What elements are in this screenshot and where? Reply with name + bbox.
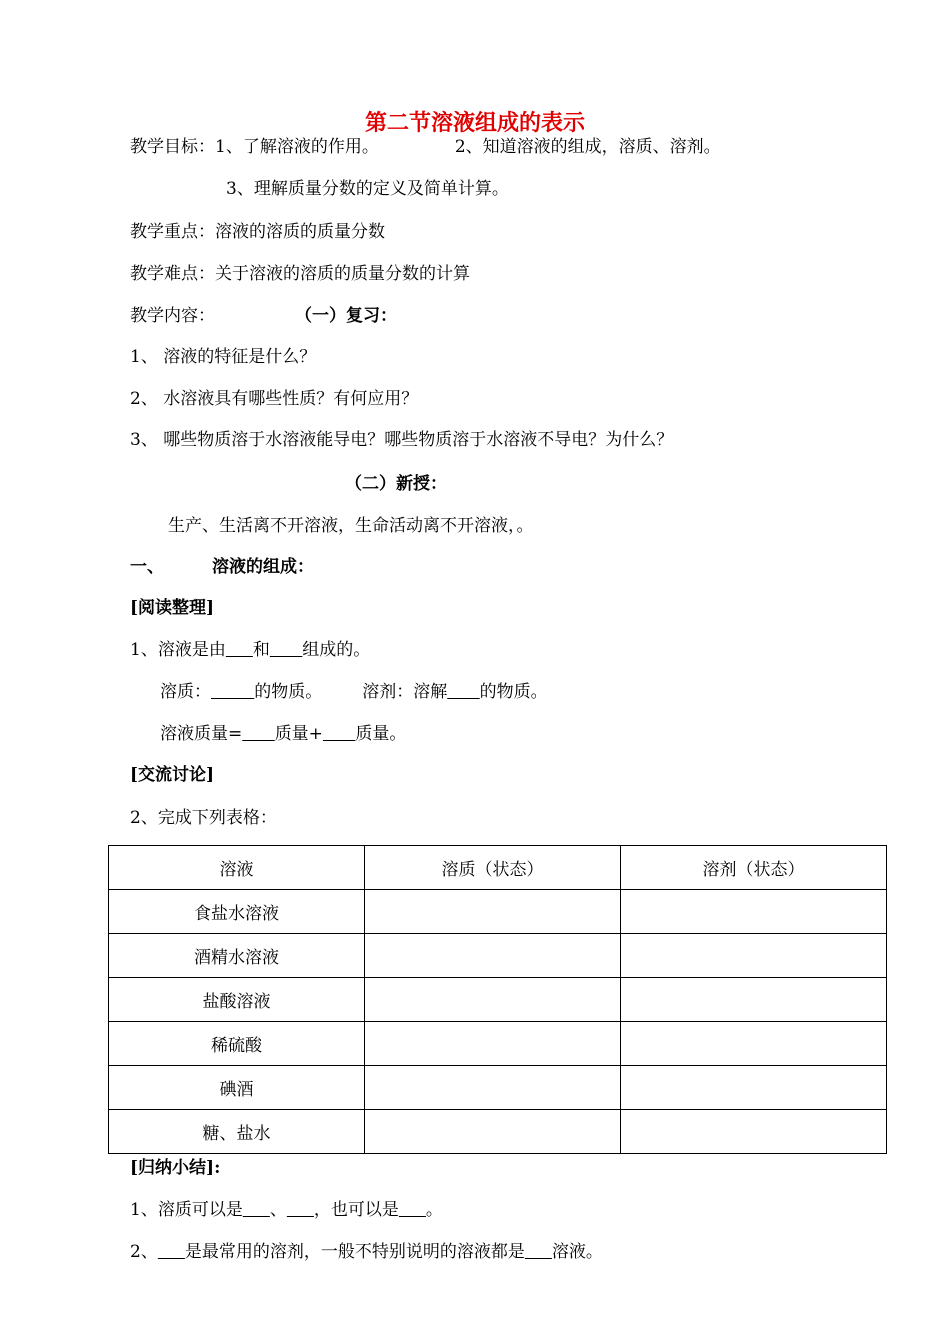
row-solution: 稀硫酸 bbox=[109, 1022, 365, 1066]
new-lesson-heading: （二）新授： bbox=[345, 474, 447, 494]
sum1-text-a: 1、溶质可以是 bbox=[130, 1200, 243, 1220]
fill1-text-b: 和 bbox=[252, 640, 270, 660]
table-row bbox=[109, 890, 887, 934]
solvent-cell[interactable] bbox=[621, 890, 887, 934]
review-heading: （一）复习： bbox=[295, 306, 397, 326]
solution-table bbox=[108, 845, 887, 1154]
solute-cell[interactable] bbox=[365, 890, 621, 934]
key-point: 教学重点：溶液的溶质的质量分数 bbox=[130, 222, 385, 242]
row-solution: 酒精水溶液 bbox=[109, 934, 365, 978]
goals-label: 教学目标： bbox=[130, 137, 215, 157]
goal-2: 2、知道溶液的组成，溶质、溶剂。 bbox=[454, 137, 721, 157]
table-intro: 2、完成下列表格： bbox=[130, 808, 277, 828]
row-solution: 食盐水溶液 bbox=[109, 890, 365, 934]
review-question-3: 3、 哪些物质溶于水溶液能导电？哪些物质溶于水溶液不导电？为什么？ bbox=[130, 430, 674, 450]
solute-cell[interactable] bbox=[365, 1066, 621, 1110]
section-1-heading bbox=[130, 556, 314, 578]
sum1-text-b: 、 bbox=[269, 1200, 287, 1220]
blank bbox=[158, 1242, 185, 1262]
sum2-text-b: 是最常用的溶剂，一般不特别说明的溶液都是 bbox=[184, 1242, 525, 1262]
discussion-tag: [交流讨论] bbox=[130, 765, 215, 785]
blank bbox=[287, 1200, 314, 1220]
content-label: 教学内容： bbox=[130, 306, 215, 326]
fill2-text-b: 的物质。 bbox=[254, 682, 323, 702]
header-solution: 溶液 bbox=[109, 846, 365, 890]
table-row bbox=[109, 1110, 887, 1154]
blank bbox=[399, 1200, 426, 1220]
section-1-num: 一、 bbox=[130, 557, 164, 577]
fill2-text-a: 溶质： bbox=[160, 682, 211, 702]
summary-line-1 bbox=[130, 1199, 443, 1221]
page-title: 第二节溶液组成的表示 bbox=[364, 110, 585, 136]
solute-cell[interactable] bbox=[365, 934, 621, 978]
solute-cell[interactable] bbox=[365, 978, 621, 1022]
difficulty: 教学难点：关于溶液的溶质的质量分数的计算 bbox=[130, 264, 470, 284]
fill3-text-b: 质量+ bbox=[274, 724, 323, 744]
intro-text: 生产、生活离不开溶液，生命活动离不开溶液，。 bbox=[168, 516, 534, 536]
sum2-text-c: 溶液。 bbox=[551, 1242, 603, 1262]
table-row bbox=[109, 1022, 887, 1066]
header-solvent: 溶剂（状态） bbox=[621, 846, 887, 890]
solute-cell[interactable] bbox=[365, 1022, 621, 1066]
blank bbox=[242, 724, 274, 744]
blank bbox=[226, 640, 253, 660]
teaching-goals-line-1 bbox=[130, 136, 721, 158]
sum1-text-c: ，也可以是 bbox=[313, 1200, 399, 1220]
row-solution: 糖、盐水 bbox=[109, 1110, 365, 1154]
fill2-text-c: 溶剂：溶解 bbox=[362, 682, 448, 702]
fill2-text-d: 的物质。 bbox=[479, 682, 548, 702]
review-question-1: 1、 溶液的特征是什么？ bbox=[130, 347, 317, 367]
section-1-title: 溶液的组成： bbox=[212, 557, 314, 577]
content-line bbox=[130, 305, 397, 327]
header-solute: 溶质（状态） bbox=[365, 846, 621, 890]
table-header-row bbox=[109, 846, 887, 890]
fill-line-3 bbox=[160, 723, 406, 745]
sum1-text-d: 。 bbox=[425, 1200, 443, 1220]
fill3-text-c: 质量。 bbox=[355, 724, 407, 744]
solvent-cell[interactable] bbox=[621, 1110, 887, 1154]
fill-line-2 bbox=[160, 681, 548, 703]
summary-line-2 bbox=[130, 1241, 603, 1263]
sum2-text-a: 2、 bbox=[130, 1242, 158, 1262]
solvent-cell[interactable] bbox=[621, 978, 887, 1022]
fill1-text-a: 1、溶液是由 bbox=[130, 640, 226, 660]
fill3-text-a: 溶液质量= bbox=[160, 724, 243, 744]
blank bbox=[270, 640, 302, 660]
solute-cell[interactable] bbox=[365, 1110, 621, 1154]
blank bbox=[525, 1242, 552, 1262]
blank bbox=[211, 682, 254, 702]
goal-1: 1、了解溶液的作用。 bbox=[215, 137, 379, 157]
table-row bbox=[109, 934, 887, 978]
table-row bbox=[109, 978, 887, 1022]
table-row bbox=[109, 1066, 887, 1110]
fill-line-1 bbox=[130, 639, 370, 661]
reading-tag: [阅读整理] bbox=[130, 598, 215, 618]
review-question-2: 2、 水溶液具有哪些性质？有何应用？ bbox=[130, 389, 419, 409]
row-solution: 碘酒 bbox=[109, 1066, 365, 1110]
solvent-cell[interactable] bbox=[621, 1066, 887, 1110]
goal-3: 3、理解质量分数的定义及简单计算。 bbox=[226, 179, 509, 199]
summary-tag: [归纳小结]: bbox=[130, 1158, 221, 1178]
solvent-cell[interactable] bbox=[621, 1022, 887, 1066]
blank bbox=[323, 724, 355, 744]
blank bbox=[243, 1200, 270, 1220]
fill1-text-c: 组成的。 bbox=[302, 640, 371, 660]
solvent-cell[interactable] bbox=[621, 934, 887, 978]
blank bbox=[447, 682, 479, 702]
row-solution: 盐酸溶液 bbox=[109, 978, 365, 1022]
